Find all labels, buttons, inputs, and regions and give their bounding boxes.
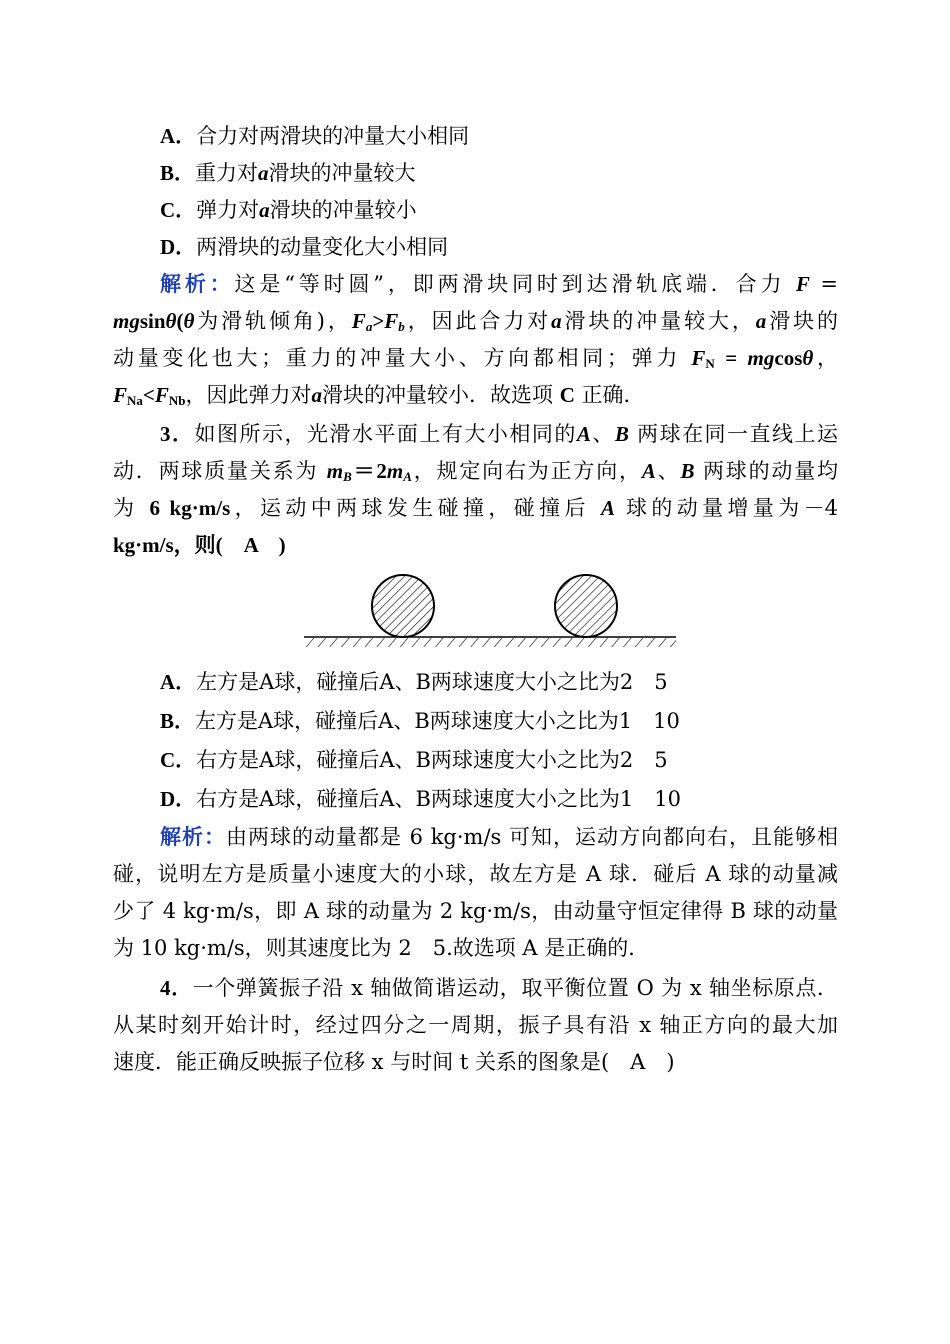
stem-text: 动．两球质量关系为 (113, 459, 319, 483)
option-text: 重力对 (195, 161, 259, 185)
q3-option-b (160, 707, 680, 735)
q4-stem-line-1 (160, 974, 838, 1002)
option-letter: A． (160, 670, 197, 694)
q2-analysis-line-3: 动量变化也大；重力的冲量大小、方向都相同；弹力 $F_N = mgcos\theta$， (113, 346, 838, 371)
stem-text: 球的动量增量为－4 (626, 496, 838, 520)
analysis-text: 滑块的 (766, 309, 839, 333)
option-letter: C． (160, 748, 197, 772)
analysis-text: 为滑轨倾角)， (194, 309, 352, 333)
option-letter: D． (160, 787, 197, 811)
analysis-text: ，因此弹力对 (185, 383, 312, 407)
option-text: 弹力对 (196, 198, 260, 222)
q4-stem-line-2: 从某时刻开始计时，经过四分之一周期，振子具有沿 x 轴正方向的最大加 (113, 1013, 838, 1037)
analysis-text: 滑块的冲量较小．故选项 (322, 383, 554, 407)
q3-stem-line-1: 3．如图所示，光滑水平面上有大小相同的A、B 两球在同一直线上运 (160, 422, 839, 446)
analysis-text: 这是“等时圆”，即两滑块同时到达滑轨底端．合力 (234, 272, 786, 296)
stem-text: 如图所示，光滑水平面上有大小相同的 (194, 422, 577, 446)
option-text: 合力对两滑块的冲量大小相同 (196, 124, 470, 148)
stem-text: 一个弹簧振子沿 x 轴做简谐运动，取平衡位置 O 为 x 轴坐标原点． (192, 976, 839, 1000)
q3-option-d (160, 785, 681, 813)
q2-option-b: B．重力对a滑块的冲量较大 (160, 161, 416, 185)
q2-option-a (160, 122, 469, 150)
option-text: 右方是A球，碰撞后A、B两球速度大小之比为1 10 (196, 787, 682, 811)
option-text: 左方是A球，碰撞后A、B两球速度大小之比为2 5 (196, 670, 668, 694)
left-ball (372, 575, 434, 637)
analysis-text: ，因此合力对 (404, 309, 552, 333)
q3-stem-line-2: 动．两球质量关系为 $m_B=2m_A$，规定向右为正方向，A、B 两球的动量均 (113, 459, 839, 484)
stem-text: ，运动中两球发生碰撞，碰撞后 (230, 496, 590, 520)
stem-text: 两球的动量均 (702, 459, 839, 483)
stem-text: 为 (113, 496, 139, 520)
right-ball (555, 575, 617, 637)
analysis-text: sin (139, 309, 166, 333)
q3-analysis-line-3: 少了 4 kg·m/s，即 A 球的动量为 2 kg·m/s，由动量守恒定律得 B 球的动量 (113, 899, 838, 923)
stem-text: 两球在同一直线上运 (637, 422, 839, 446)
q4-stem-line-3: 速度．能正确反映振子位移 x 与时间 t 关系的图象是( A ) (113, 1050, 675, 1074)
q2-option-c: C．弹力对a滑块的冲量较小 (160, 198, 417, 222)
q3-analysis-line-1 (160, 823, 838, 851)
q2-analysis-line-4: $F_{Na}<F_{Nb}$，因此弹力对a滑块的冲量较小．故选项 C 正确． (113, 383, 645, 408)
q3-option-c (160, 746, 668, 774)
option-letter: A． (160, 124, 197, 148)
analysis-text: 由两球的动量都是 6 kg·m/s 可知，运动方向都向右，且能够相 (226, 825, 838, 849)
option-text: 右方是A球，碰撞后A、B两球速度大小之比为2 5 (196, 748, 668, 772)
q3-stem-line-4: kg·m/s，则( A ) (113, 533, 286, 557)
option-letter: B． (160, 709, 196, 733)
analysis-text: 动量变化也大；重力的冲量大小、方向都相同；弹力 (113, 346, 682, 370)
analysis-label: 解析： (160, 271, 235, 296)
option-letter: B． (160, 161, 196, 185)
q2-option-d (160, 233, 448, 261)
option-letter: C． (160, 198, 197, 222)
analysis-text: 滑块的冲量较大， (561, 309, 756, 333)
q3-option-a (160, 668, 668, 696)
ground-hatching (304, 638, 676, 647)
two-balls-figure (300, 570, 680, 660)
question-number: 4． (160, 976, 193, 1000)
analysis-text: 正确． (581, 383, 645, 407)
stem-text: ，规定向右为正方向， (411, 459, 642, 483)
q3-analysis-line-4: 为 10 kg·m/s，则其速度比为 2 5.故选项 A 是正确的． (113, 936, 650, 960)
analysis-label: 解析： (160, 824, 226, 849)
option-text: 滑块的冲量较小 (269, 198, 417, 222)
option-letter: D． (160, 235, 197, 259)
q2-analysis-line-1: 解析：这是“等时圆”，即两滑块同时到达滑轨底端．合力 F = (160, 271, 839, 296)
option-text: 两滑块的动量变化大小相同 (196, 235, 449, 259)
q2-analysis-line-2: mgsinθ(θ为滑轨倾角)，$F_a>F_b$，因此合力对a滑块的冲量较大，a滑块的 (113, 309, 839, 334)
option-text: 滑块的冲量较大 (268, 161, 416, 185)
q3-analysis-line-2: 碰，说明左方是质量小速度大的小球，故左方是 A 球．碰后 A 球的动量减 (113, 862, 838, 886)
q3-stem-line-3: 为 6 kg·m/s，运动中两球发生碰撞，碰撞后 A 球的动量增量为－4 (113, 496, 838, 520)
question-number: 3． (160, 422, 195, 446)
option-text: 左方是A球，碰撞后A、B两球速度大小之比为1 10 (195, 709, 680, 733)
